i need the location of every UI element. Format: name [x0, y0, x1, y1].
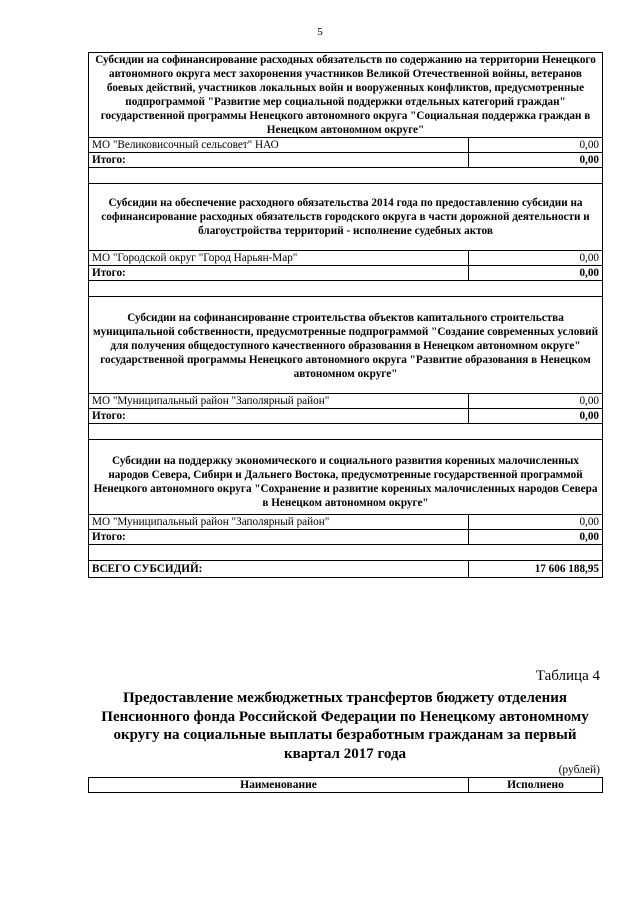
section-heading: Субсидии на поддержку экономического и социального развития коренных малочисленных народов Севера, Сибири и Дальнего Востока, предусмотренные государственной программой Ненецкого автономного округа "Сохранение и развитие коренных малочисленных народов Севера в Ненецком автономном округе" — [89, 440, 603, 515]
recipient-value: 0,00 — [469, 394, 603, 409]
table-row — [89, 251, 603, 266]
table4-title: Предоставление межбюджетных трансфертов бюджету отделения Пенсионного фонда Российской Федерации по Ненецкому автономному округу на социальные выплаты безработным гражданам за первый квартал 2017 года — [101, 690, 589, 762]
recipient-value: 0,00 — [469, 251, 603, 266]
section-heading: Субсидии на обеспечение расходного обязательства 2014 года по предоставлению субсидии на софинансирование расходных обязательств городского округа в части дорожной деятельности и благоустройства территорий - исполнение судебных актов — [89, 184, 603, 251]
total-row — [89, 530, 603, 545]
section-heading: Субсидии на софинансирование расходных обязательств по содержанию на территории Ненецкого автономного округа мест захоронения участников Великой Отечественной войны, ветеранов боевых действий, участников локальных войн и вооруженных конфликтов, предусмотренные подпрограммой "Развитие мер социальной поддержки отдельных категорий граждан" государственной программы Ненецкого автономного округа "Социальная поддержка граждан в Ненецком автономном округе" — [89, 53, 603, 138]
section-heading: Субсидии на софинансирование строительства объектов капитального строительства муниципальной собственности, предусмотренные подпрограммой "Создание современных условий для получения общедоступного качественного образования в Ненецком автономном округе" государственной программы Ненецкого автономного округа "Развитие образования в Ненецком автономном округе" — [89, 297, 603, 394]
section-heading-row — [89, 53, 603, 138]
total-value: 0,00 — [469, 530, 603, 545]
recipient-value: 0,00 — [469, 515, 603, 530]
grand-total-value: 17 606 188,95 — [469, 561, 603, 578]
column-header-name: Наименование — [89, 778, 469, 793]
recipient-name: МО "Муниципальный район "Заполярный район" — [89, 515, 469, 530]
subsidies-table — [88, 52, 603, 578]
total-row — [89, 266, 603, 281]
total-value: 0,00 — [469, 266, 603, 281]
table4-label: Таблица 4 — [535, 668, 600, 684]
total-label: Итого: — [89, 266, 469, 281]
table4-header-row — [89, 778, 603, 793]
table4 — [88, 777, 603, 793]
spacer-row — [89, 545, 603, 561]
total-label: Итого: — [89, 409, 469, 424]
section-heading-row — [89, 184, 603, 251]
section-heading-row — [89, 440, 603, 515]
grand-total-row — [89, 561, 603, 578]
recipient-name: МО "Муниципальный район "Заполярный район" — [89, 394, 469, 409]
total-value: 0,00 — [469, 153, 603, 168]
recipient-value: 0,00 — [469, 138, 603, 153]
section-heading-row — [89, 297, 603, 394]
total-label: Итого: — [89, 153, 469, 168]
total-row — [89, 153, 603, 168]
recipient-name: МО "Великовисочный сельсовет" НАО — [89, 138, 469, 153]
grand-total-label: ВСЕГО СУБСИДИЙ: — [89, 561, 469, 578]
table-row — [89, 394, 603, 409]
spacer-row — [89, 281, 603, 297]
table-row — [89, 515, 603, 530]
spacer-row — [89, 168, 603, 184]
total-row — [89, 409, 603, 424]
spacer-row — [89, 424, 603, 440]
units-label: (рублей) — [558, 764, 600, 776]
page-number: 5 — [317, 26, 323, 38]
recipient-name: МО "Городской округ "Город Нарьян-Мар" — [89, 251, 469, 266]
total-value: 0,00 — [469, 409, 603, 424]
table-row — [89, 138, 603, 153]
column-header-value: Исполнено — [469, 778, 603, 793]
total-label: Итого: — [89, 530, 469, 545]
